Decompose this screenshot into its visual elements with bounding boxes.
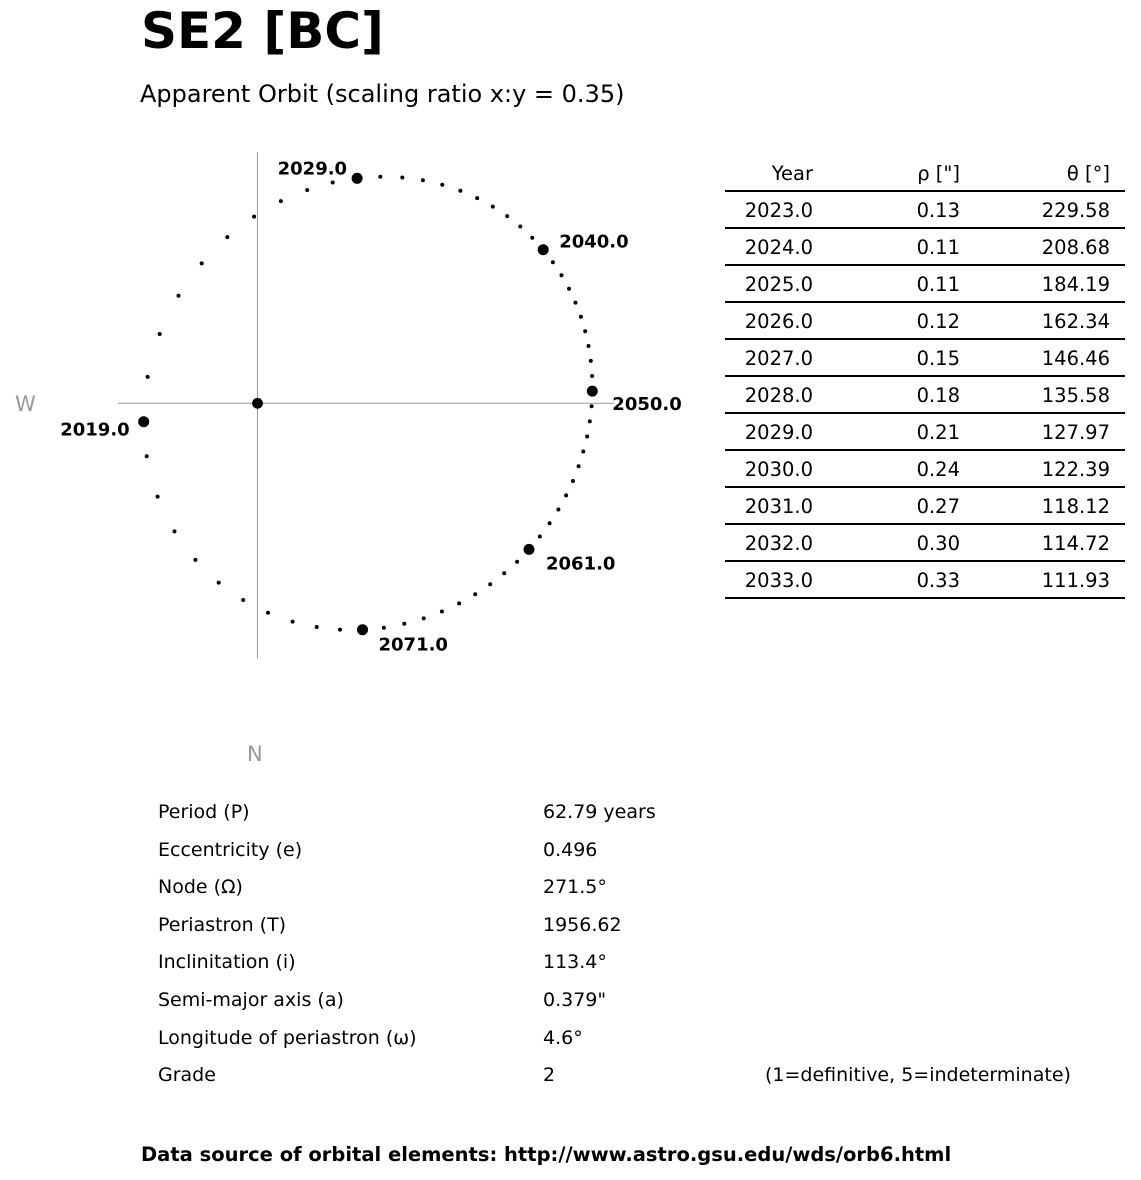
orbit-dot [564, 493, 568, 497]
orbit-dot [590, 404, 594, 408]
epoch-dot [357, 624, 368, 635]
table-row [725, 376, 1125, 413]
theta-cell: 114.72 [960, 524, 1125, 561]
orbit-dot [421, 178, 425, 182]
element-row [158, 1063, 1118, 1101]
table-row [725, 228, 1125, 265]
year-cell: 2024.0 [725, 228, 813, 265]
element-row [158, 875, 1118, 913]
north-direction-label: N [247, 742, 263, 766]
table-header-row [725, 158, 1125, 191]
rho-cell: 0.12 [813, 302, 960, 339]
epoch-dot [524, 544, 535, 555]
rho-cell: 0.24 [813, 450, 960, 487]
table-row [725, 265, 1125, 302]
orbit-dot [241, 598, 245, 602]
ephemeris-table [725, 158, 1125, 599]
element-label: Eccentricity (e) [158, 838, 303, 861]
element-label: Period (P) [158, 801, 250, 823]
element-label: Grade [158, 1064, 216, 1087]
orbit-dot [315, 625, 319, 629]
rho-cell: 0.33 [813, 561, 960, 598]
epoch-label: 2061.0 [546, 553, 616, 575]
orbit-plot [0, 140, 700, 790]
theta-cell: 111.93 [960, 561, 1125, 598]
epoch-dot [138, 416, 149, 427]
year-cell: 2023.0 [725, 191, 813, 228]
orbit-dot [473, 592, 477, 596]
theta-cell: 135.58 [960, 376, 1125, 413]
orbit-dot [560, 273, 564, 277]
rho-cell: 0.27 [813, 487, 960, 524]
element-label: Inclinitation (i) [158, 951, 296, 974]
table-row [725, 561, 1125, 598]
orbit-dot [579, 315, 583, 319]
year-cell: 2027.0 [725, 339, 813, 376]
orbit-dot [577, 464, 581, 468]
element-value: 1956.62 [543, 913, 622, 936]
table-row [725, 413, 1125, 450]
element-value: 0.496 [543, 838, 598, 861]
orbit-dot [279, 199, 283, 203]
primary-star-dot [252, 398, 263, 409]
orbit-dot [200, 261, 204, 265]
orbit-dot [252, 215, 256, 219]
orbit-dot [556, 508, 560, 512]
theta-cell: 229.58 [960, 191, 1125, 228]
orbit-dot [530, 236, 534, 240]
epoch-dot [352, 173, 363, 184]
orbit-dot [518, 225, 522, 229]
rho-cell: 0.11 [813, 265, 960, 302]
orbit-dot [457, 601, 461, 605]
theta-cell: 127.97 [960, 413, 1125, 450]
figure-title: SE2 [BC] [141, 2, 384, 60]
element-row [158, 1026, 1118, 1064]
orbit-dot [217, 581, 221, 585]
orbit-dot [193, 558, 197, 562]
theta-cell: 122.39 [960, 450, 1125, 487]
element-value: 0.379" [543, 988, 607, 1011]
orbit-dot [400, 176, 404, 180]
orbit-dot [266, 611, 270, 615]
orbit-dot [402, 622, 406, 626]
orbit-dot [158, 332, 162, 336]
rho-cell: 0.18 [813, 376, 960, 413]
epoch-label: 2040.0 [559, 231, 629, 253]
theta-cell: 118.12 [960, 487, 1125, 524]
orbit-dot [173, 529, 177, 533]
column-header-year: Year [725, 158, 813, 191]
orbit-dot [440, 610, 444, 614]
column-header-rho: ρ ["] [813, 158, 960, 191]
element-row [158, 800, 1118, 838]
element-value: 2 [543, 1064, 556, 1087]
epoch-dot [538, 244, 549, 255]
orbit-dot [422, 616, 426, 620]
table-row [725, 302, 1125, 339]
orbit-dot [145, 454, 149, 458]
orbit-dot [156, 495, 160, 499]
epoch-label: 2019.0 [60, 419, 130, 441]
rho-cell: 0.11 [813, 228, 960, 265]
element-row [158, 838, 1118, 876]
orbit-dot [177, 294, 181, 298]
orbit-dot [538, 535, 542, 539]
element-row [158, 988, 1118, 1026]
rho-cell: 0.15 [813, 339, 960, 376]
orbit-dot [502, 571, 506, 575]
orbit-dot [505, 214, 509, 218]
orbit-dot [515, 560, 519, 564]
orbit-dot [571, 479, 575, 483]
orbit-dot [587, 344, 591, 348]
rho-cell: 0.30 [813, 524, 960, 561]
element-value: 271.5° [543, 876, 607, 899]
year-cell: 2031.0 [725, 487, 813, 524]
orbit-dot [378, 175, 382, 179]
element-label: Periastron (T) [158, 913, 287, 936]
figure-subtitle: Apparent Orbit (scaling ratio x:y = 0.35) [140, 80, 625, 108]
orbit-dot [551, 260, 555, 264]
element-label: Longitude of periastron (ω) [158, 1026, 417, 1049]
element-label: Node (Ω) [158, 876, 243, 899]
orbit-dot [491, 205, 495, 209]
orbit-dot [567, 287, 571, 291]
orbit-dot [146, 375, 150, 379]
orbit-dot [331, 181, 335, 185]
orbit-dot [585, 435, 589, 439]
orbit-dot [225, 235, 229, 239]
theta-cell: 208.68 [960, 228, 1125, 265]
orbit-dot [338, 628, 342, 632]
orbit-dot [458, 189, 462, 193]
epoch-label: 2050.0 [612, 394, 682, 416]
year-cell: 2032.0 [725, 524, 813, 561]
table-row [725, 450, 1125, 487]
data-source-note: Data source of orbital elements: http://www.astro.gsu.edu/wds/orb6.html [141, 1143, 952, 1166]
theta-cell: 184.19 [960, 265, 1125, 302]
orbit-dot [590, 374, 594, 378]
rho-cell: 0.21 [813, 413, 960, 450]
column-header-theta: θ [°] [960, 158, 1125, 191]
theta-cell: 146.46 [960, 339, 1125, 376]
orbit-dot [440, 183, 444, 187]
orbit-dot [548, 521, 552, 525]
orbit-dot [588, 419, 592, 423]
orbit-dot [475, 196, 479, 200]
element-note: (1=definitive, 5=indeterminate) [765, 1064, 1071, 1087]
table-row [725, 339, 1125, 376]
west-direction-label: W [15, 392, 36, 416]
table-row [725, 487, 1125, 524]
year-cell: 2025.0 [725, 265, 813, 302]
epoch-dot [587, 386, 598, 397]
orbit-dot [488, 582, 492, 586]
theta-cell: 162.34 [960, 302, 1125, 339]
year-cell: 2028.0 [725, 376, 813, 413]
orbit-dot [589, 359, 593, 363]
rho-cell: 0.13 [813, 191, 960, 228]
year-cell: 2030.0 [725, 450, 813, 487]
table-row [725, 524, 1125, 561]
orbital-elements-list [158, 800, 1118, 1101]
orbit-dot [574, 301, 578, 305]
orbit-dot [291, 620, 295, 624]
orbit-dot [581, 450, 585, 454]
element-row [158, 950, 1118, 988]
element-row [158, 913, 1118, 951]
element-label: Semi-major axis (a) [158, 988, 344, 1011]
element-value: 62.79 years [543, 801, 656, 823]
orbit-dot [305, 188, 309, 192]
epoch-label: 2029.0 [277, 158, 348, 180]
year-cell: 2033.0 [725, 561, 813, 598]
year-cell: 2026.0 [725, 302, 813, 339]
orbit-dot [382, 626, 386, 630]
table-row [725, 191, 1125, 228]
orbit-dot [583, 329, 587, 333]
year-cell: 2029.0 [725, 413, 813, 450]
element-value: 4.6° [543, 1026, 583, 1049]
epoch-label: 2071.0 [378, 634, 448, 656]
element-value: 113.4° [543, 951, 607, 974]
